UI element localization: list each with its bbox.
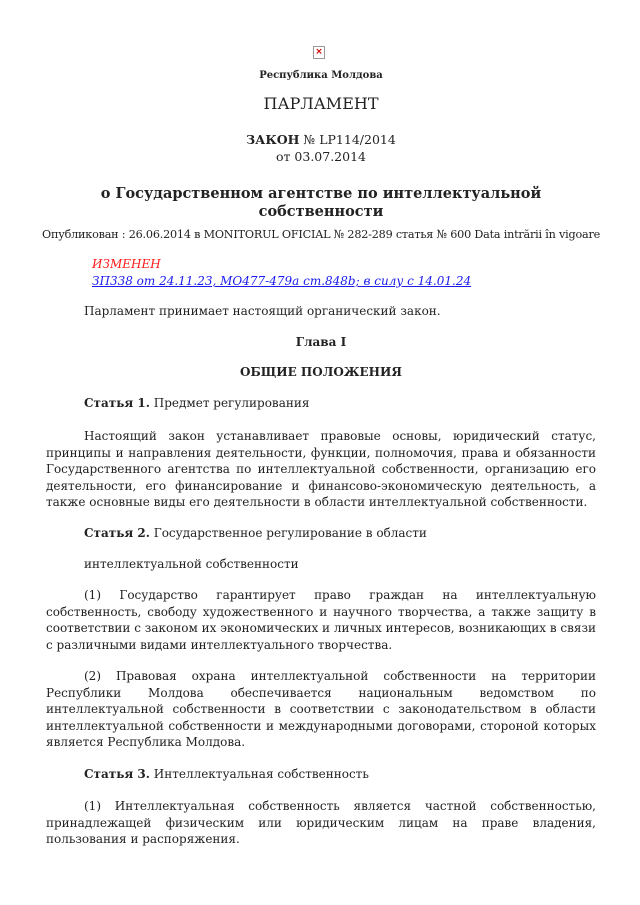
article-2-heading-cont: интеллектуальной собственности (84, 557, 299, 571)
law-number (46, 132, 596, 149)
broken-image-icon: × (313, 46, 325, 59)
article-2-heading (46, 525, 596, 542)
law-date: от 03.07.2014 (276, 149, 366, 164)
law-number-value: № LP114/2014 (303, 132, 396, 147)
chapter-title: ОБЩИЕ ПОЛОЖЕНИЯ (240, 365, 402, 379)
article-3-heading (46, 766, 596, 783)
article-label: Статья 1. (84, 396, 150, 410)
amendment-link[interactable]: ЗП338 от 24.11.23, MO477-479a ст.848b; в силу с 14.01.24 (92, 274, 472, 288)
article-label: Статья 3. (84, 767, 150, 781)
article-title: Предмет регулирования (153, 396, 310, 410)
amended-label: ИЗМЕНЕН (92, 257, 161, 271)
article-1-paragraph: Настоящий закон устанавливает правовые основы, юридический статус, принципы и направления деятельности, функции, полномочия, права и обязанности Государственного агентства по интеллектуальной собственности, организацию его деятельности, его финансирование и финансово-экономическую деятельность, а также основные виды его деятельности в области интеллектуальной собственности. (46, 429, 596, 510)
country-name: Республика Молдова (259, 70, 383, 81)
article-2-paragraph-2: (2) Правовая охрана интеллектуальной собственности на территории Республики Молдова обеспечивается национальным ведомством по интеллектуальной собственности в соответствии с законодательством в области интеллектуальной собственности и международными договорами, стороной которых является Республика Молдова. (46, 669, 596, 750)
article-1-heading (46, 395, 596, 412)
article-title: Государственное регулирование в области (153, 526, 427, 540)
publication-info: Опубликован : 26.06.2014 в MONITORUL OFICIAL № 282-289 статья № 600 Data intrării în vigoare (41, 228, 601, 241)
amendment-link-wrap (92, 273, 592, 290)
law-title: о Государственном агентстве по интеллектуальной собственности (100, 185, 542, 220)
law-word: ЗАКОН (246, 132, 300, 147)
parliament-heading: ПАРЛАМЕНТ (263, 94, 379, 113)
chapter-number: Глава I (295, 335, 347, 349)
preamble: Парламент принимает настоящий органический закон. (84, 304, 441, 318)
article-label: Статья 2. (84, 526, 150, 540)
article-2-paragraph-1: (1) Государство гарантирует право граждан на интеллектуальную собственность, свободу художественного и научного творчества, а также защиту в соответствии с законом их экономических и личных интересов, возникающих в связи с различными видами интеллектуального творчества. (46, 588, 596, 652)
article-3-paragraph-1: (1) Интеллектуальная собственность является частной собственностью, принадлежащей физическим или юридическим лицам на праве владения, пользования и распоряжения. (46, 799, 596, 847)
article-title: Интеллектуальная собственность (153, 767, 369, 781)
